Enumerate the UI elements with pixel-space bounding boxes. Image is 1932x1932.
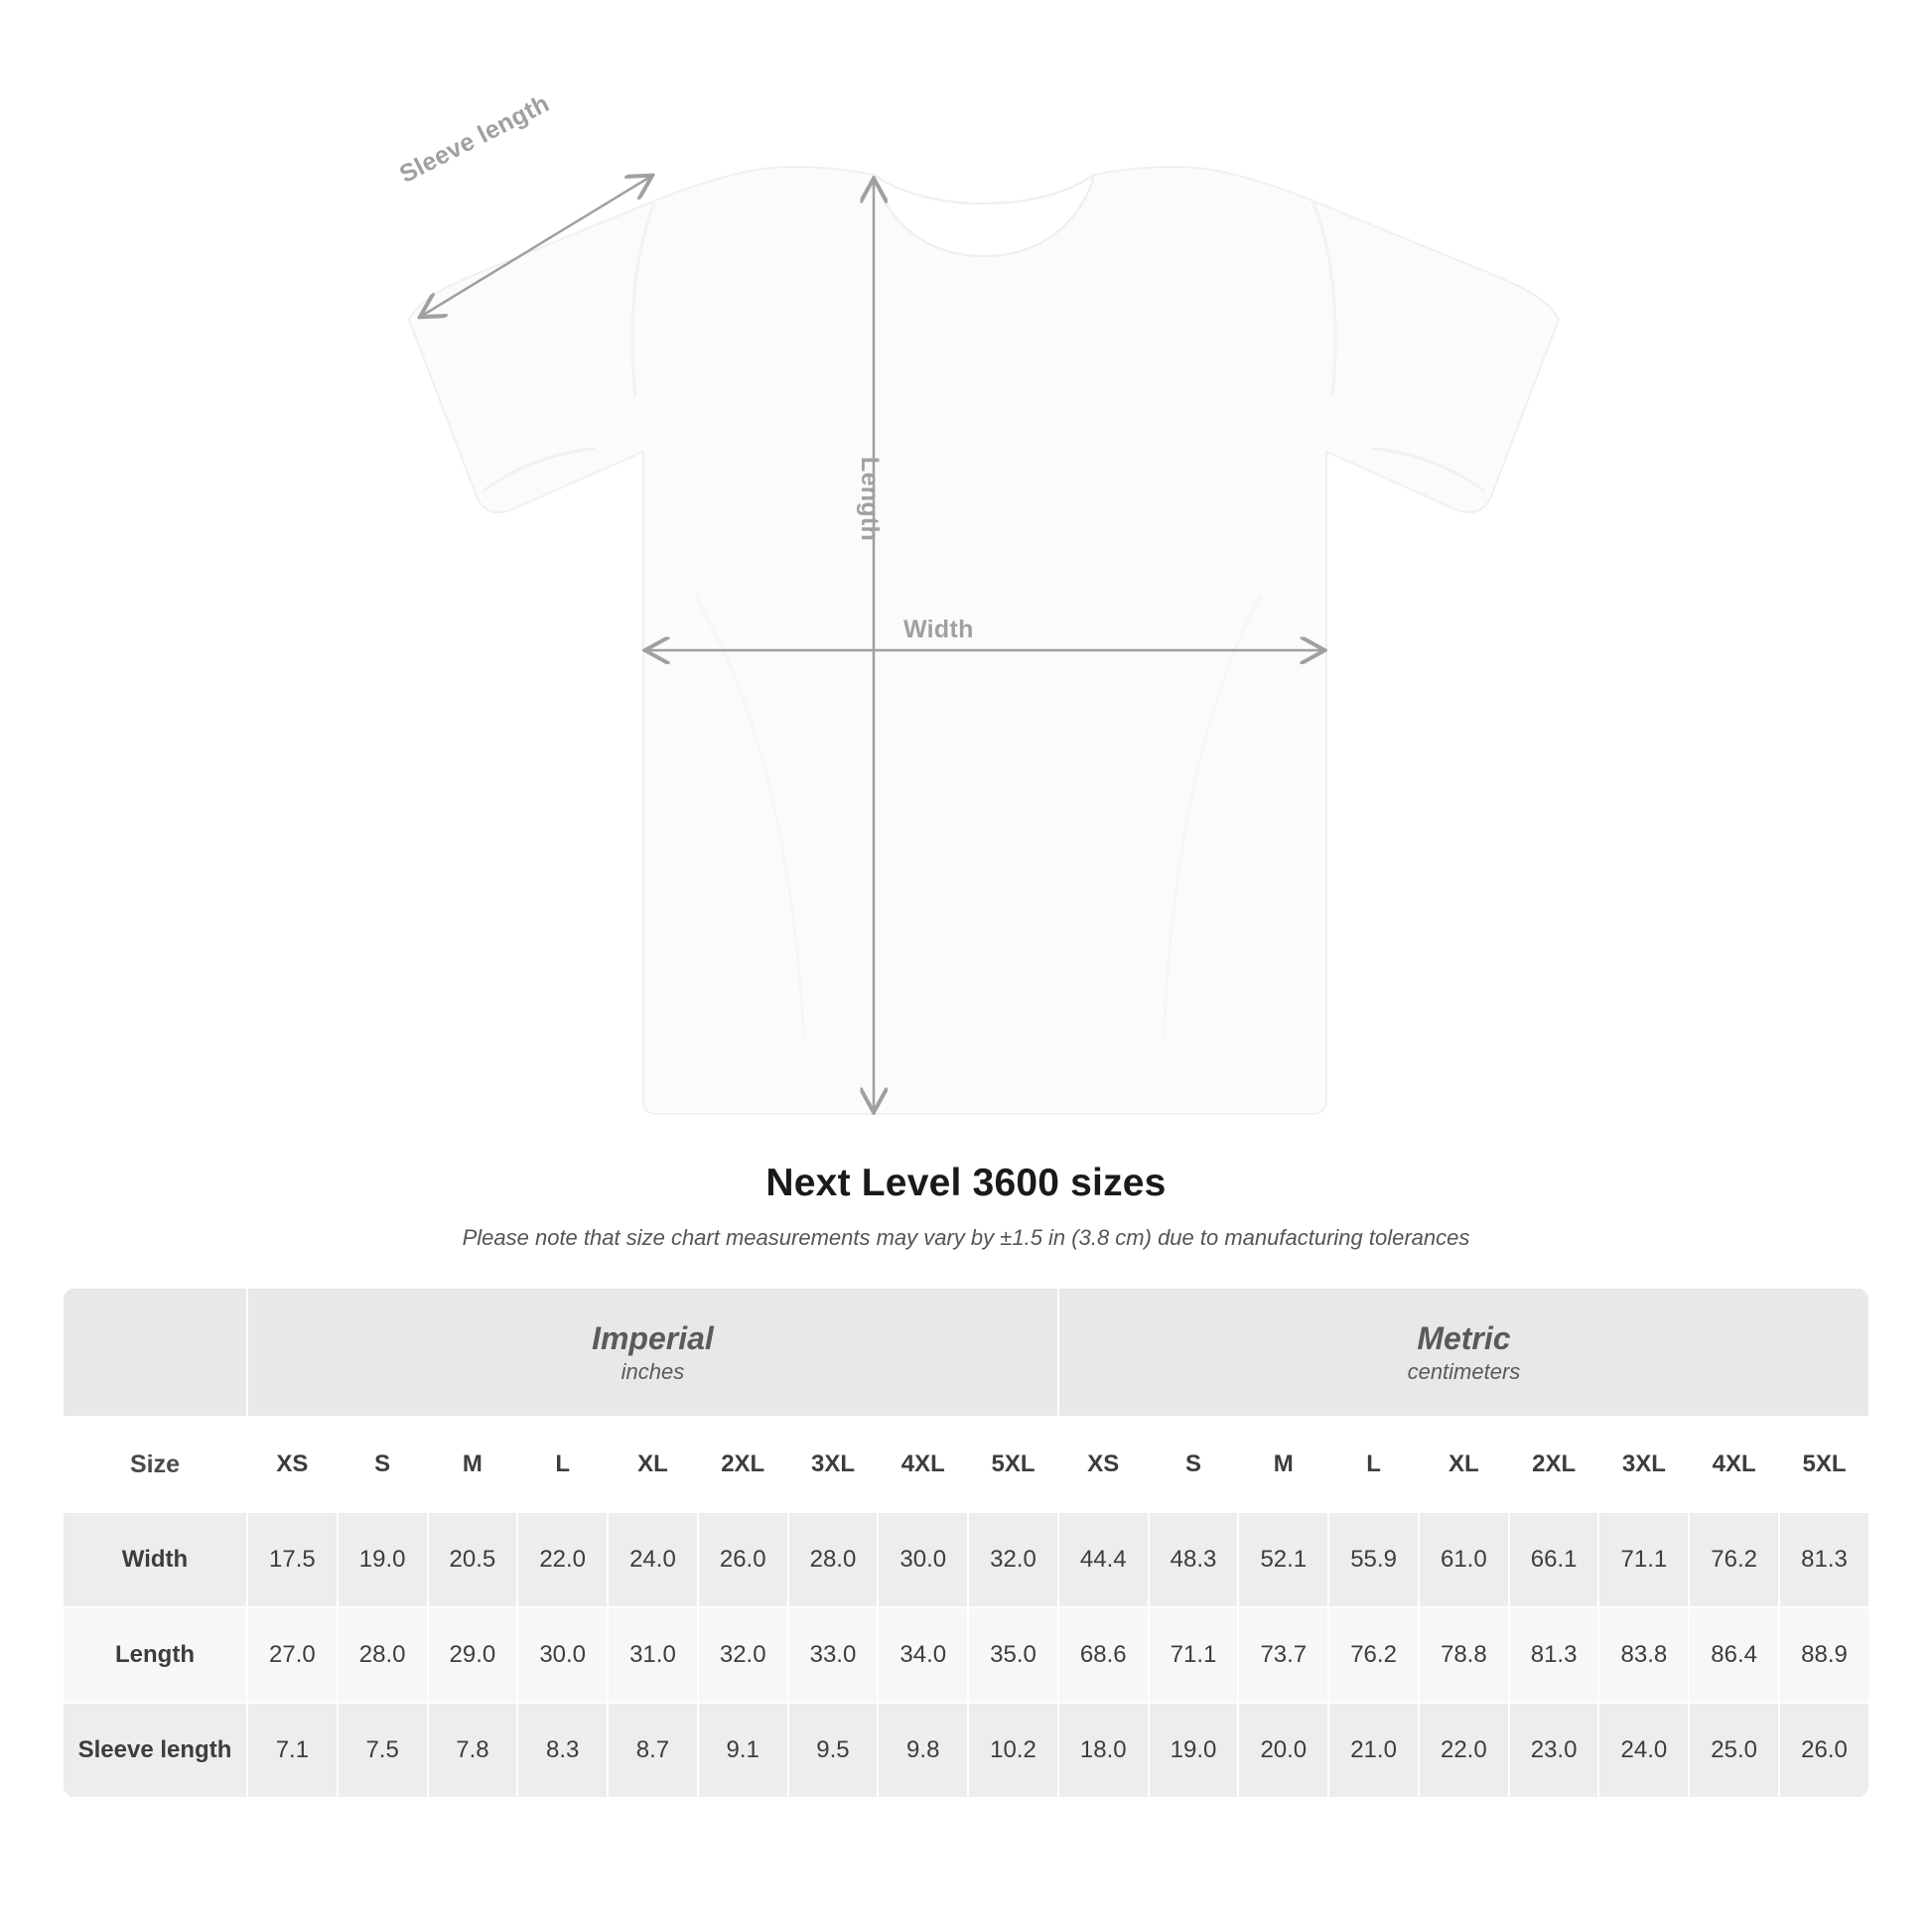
table-cell: 7.5 [338,1703,428,1798]
table-cell: 86.4 [1689,1607,1779,1703]
table-cell: 76.2 [1689,1512,1779,1607]
unit-group-name: Imperial [592,1319,714,1356]
size-column-header: 2XL [698,1417,788,1512]
table-cell: 83.8 [1598,1607,1689,1703]
table-cell: 20.5 [428,1512,518,1607]
size-column-header: 4XL [1689,1417,1779,1512]
length-label: Length [856,457,884,542]
page-title: Next Level 3600 sizes [765,1162,1167,1204]
size-header-label: Size [63,1417,247,1512]
table-cell: 7.8 [428,1703,518,1798]
table-cell: 27.0 [247,1607,338,1703]
table-cell: 8.3 [517,1703,608,1798]
table-cell: 17.5 [247,1512,338,1607]
size-column-header: L [1328,1417,1419,1512]
table-cell: 71.1 [1149,1607,1239,1703]
table-cell: 19.0 [338,1512,428,1607]
size-column-header: M [1238,1417,1328,1512]
unit-group-sub: centimeters [1407,1358,1521,1384]
table-cell: 28.0 [338,1607,428,1703]
table-cell: 23.0 [1509,1703,1599,1798]
table-cell: 44.4 [1058,1512,1149,1607]
table-cell: 22.0 [1419,1703,1509,1798]
table-cell: 73.7 [1238,1607,1328,1703]
table-cell: 8.7 [608,1703,698,1798]
size-chart-table [62,1287,1870,1799]
table-cell: 71.1 [1598,1512,1689,1607]
table-cell: 55.9 [1328,1512,1419,1607]
title-block [0,1162,1932,1251]
size-column-header: 3XL [1598,1417,1689,1512]
row-label: Length [63,1607,247,1703]
size-chart-table-wrap [62,1287,1870,1799]
unit-header-row [63,1288,1869,1417]
table-cell: 22.0 [517,1512,608,1607]
table-cell: 88.9 [1779,1607,1869,1703]
table-cell: 21.0 [1328,1703,1419,1798]
unit-group-sub: inches [621,1358,685,1384]
size-column-header: L [517,1417,608,1512]
size-column-header: S [1149,1417,1239,1512]
table-cell: 52.1 [1238,1512,1328,1607]
table-cell: 10.2 [968,1703,1058,1798]
unit-group-name: Metric [1417,1319,1511,1356]
table-cell: 9.5 [788,1703,879,1798]
size-column-header: XL [1419,1417,1509,1512]
size-column-header: 5XL [1779,1417,1869,1512]
table-cell: 28.0 [788,1512,879,1607]
row-label: Sleeve length [63,1703,247,1798]
table-cell: 31.0 [608,1607,698,1703]
unit-group-header [247,1288,1058,1417]
size-header-row [63,1417,1869,1512]
table-cell: 48.3 [1149,1512,1239,1607]
table-row [63,1607,1869,1703]
table-cell: 25.0 [1689,1703,1779,1798]
table-cell: 26.0 [698,1512,788,1607]
tolerance-note: Please note that size chart measurements may vary by ±1.5 in (3.8 cm) due to manufacturing tolerances [462,1225,1470,1250]
size-column-header: 3XL [788,1417,879,1512]
table-cell: 24.0 [1598,1703,1689,1798]
table-cell: 68.6 [1058,1607,1149,1703]
row-label: Width [63,1512,247,1607]
table-cell: 30.0 [517,1607,608,1703]
table-cell: 19.0 [1149,1703,1239,1798]
table-row [63,1703,1869,1798]
table-cell: 66.1 [1509,1512,1599,1607]
size-column-header: XS [247,1417,338,1512]
table-row [63,1512,1869,1607]
table-cell: 18.0 [1058,1703,1149,1798]
unit-group-header [1058,1288,1869,1417]
table-cell: 78.8 [1419,1607,1509,1703]
size-column-header: 4XL [878,1417,968,1512]
table-cell: 81.3 [1509,1607,1599,1703]
sleeve-length-label: Sleeve length [395,89,554,189]
unit-header-spacer [63,1288,247,1417]
size-column-header: XL [608,1417,698,1512]
size-column-header: 5XL [968,1417,1058,1512]
table-cell: 35.0 [968,1607,1058,1703]
table-cell: 33.0 [788,1607,879,1703]
table-cell: 81.3 [1779,1512,1869,1607]
size-column-header: XS [1058,1417,1149,1512]
table-cell: 76.2 [1328,1607,1419,1703]
size-column-header: M [428,1417,518,1512]
table-cell: 9.1 [698,1703,788,1798]
table-cell: 29.0 [428,1607,518,1703]
table-cell: 30.0 [878,1512,968,1607]
table-cell: 26.0 [1779,1703,1869,1798]
table-cell: 32.0 [968,1512,1058,1607]
table-cell: 32.0 [698,1607,788,1703]
table-cell: 9.8 [878,1703,968,1798]
table-cell: 61.0 [1419,1512,1509,1607]
table-cell: 24.0 [608,1512,698,1607]
width-label: Width [903,616,974,643]
table-cell: 20.0 [1238,1703,1328,1798]
size-column-header: 2XL [1509,1417,1599,1512]
size-column-header: S [338,1417,428,1512]
table-cell: 34.0 [878,1607,968,1703]
table-cell: 7.1 [247,1703,338,1798]
